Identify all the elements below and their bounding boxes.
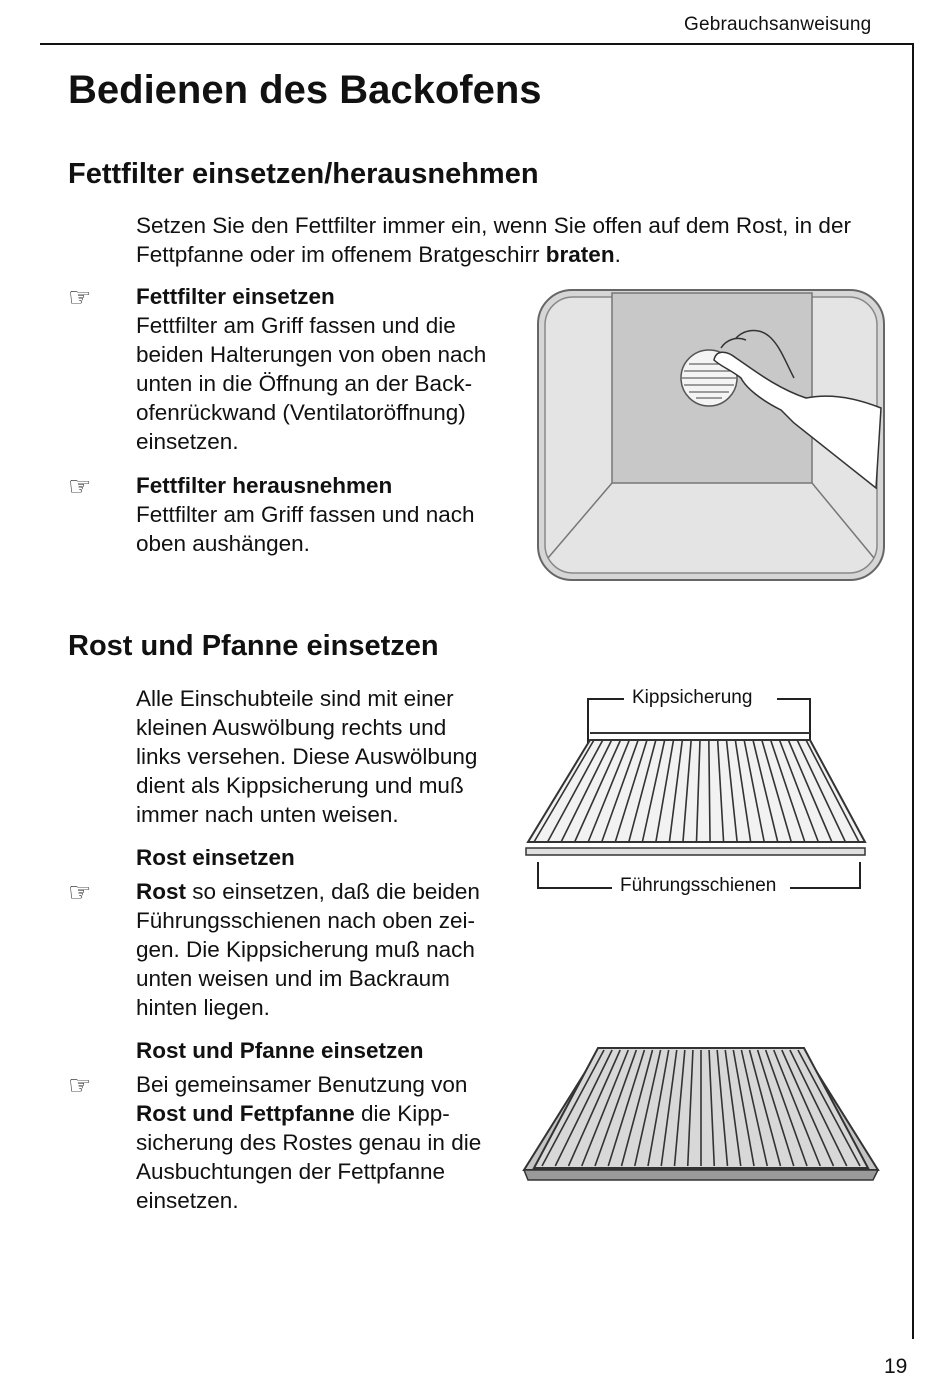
intro-line: links versehen. Diese Auswölbung (136, 744, 478, 769)
label-fuehrungsschienen: Führungsschienen (620, 875, 777, 896)
intro-line: immer nach unten weisen. (136, 802, 399, 827)
running-header: Gebrauchsanweisung (684, 14, 872, 35)
subheading-rost-einsetzen: Rost einsetzen (136, 845, 295, 870)
section-heading-fettfilter: Fettfilter einsetzen/herausnehmen (68, 158, 539, 190)
step-line: Fettfilter am Griff fassen und die (136, 313, 456, 338)
step-line: einsetzen. (136, 429, 239, 454)
step-rost-einsetzen (136, 877, 480, 1022)
emphasis-rost: Rost (136, 879, 186, 904)
step-line: hinten liegen. (136, 995, 270, 1020)
step-line: Fettfilter am Griff fassen und nach (136, 502, 475, 527)
subheading-rost-pfanne-einsetzen: Rost und Pfanne einsetzen (136, 1038, 424, 1063)
emphasis-rost-fettpfanne: Rost und Fettpfanne (136, 1101, 355, 1126)
header-rule (40, 43, 914, 45)
step-line: unten in die Öffnung an der Back- (136, 371, 473, 396)
section1-intro (136, 211, 851, 269)
intro-line: Fettpfanne oder im offenem Bratgeschirr braten. (136, 242, 621, 267)
rack-on-pan-illustration (518, 1040, 886, 1190)
section-heading-rost-pfanne: Rost und Pfanne einsetzen (68, 630, 439, 662)
page-title: Bedienen des Backofens (68, 68, 542, 112)
pointing-hand-icon: ☞ (68, 1070, 92, 1100)
step-line: beiden Halterungen von oben nach (136, 342, 487, 367)
section2-intro (136, 684, 477, 829)
step-line: Rost so einsetzen, daß die beiden (136, 879, 480, 904)
step-fettfilter-einsetzen (136, 282, 486, 456)
step-line: Rost und Fettpfanne die Kipp- (136, 1101, 450, 1126)
pointing-hand-icon: ☞ (68, 877, 92, 907)
step-rost-pfanne-einsetzen (136, 1070, 481, 1215)
oven-rack-illustration (520, 690, 870, 910)
oven-grease-filter-illustration (536, 288, 886, 582)
page-number: 19 (884, 1355, 908, 1378)
pointing-hand-icon: ☞ (68, 471, 92, 501)
step-line: sicherung des Rostes genau in die (136, 1130, 482, 1155)
intro-line: kleinen Auswölbung rechts und (136, 715, 447, 740)
intro-line: Alle Einschubteile sind mit einer (136, 686, 454, 711)
step-line: Bei gemeinsamer Benutzung von (136, 1072, 468, 1097)
step-line: ofenrückwand (Ventilatoröffnung) (136, 400, 466, 425)
step-line: gen. Die Kippsicherung muß nach (136, 937, 475, 962)
step-line: einsetzen. (136, 1188, 239, 1213)
step-line: oben aushängen. (136, 531, 310, 556)
pointing-hand-icon: ☞ (68, 282, 92, 312)
emphasis-braten: braten (545, 242, 615, 267)
step-line: unten weisen und im Backraum (136, 966, 450, 991)
step-title: Fettfilter herausnehmen (136, 473, 393, 498)
step-fettfilter-herausnehmen (136, 471, 475, 558)
step-line: Führungsschienen nach oben zei- (136, 908, 475, 933)
step-title: Fettfilter einsetzen (136, 284, 335, 309)
page-edge-rule (912, 43, 914, 1339)
intro-line: dient als Kippsicherung und muß (136, 773, 464, 798)
label-kippsicherung: Kippsicherung (632, 687, 753, 708)
step-line: Ausbuchtungen der Fettpfanne (136, 1159, 445, 1184)
intro-line: Setzen Sie den Fettfilter immer ein, wenn Sie offen auf dem Rost, in der (136, 213, 851, 238)
